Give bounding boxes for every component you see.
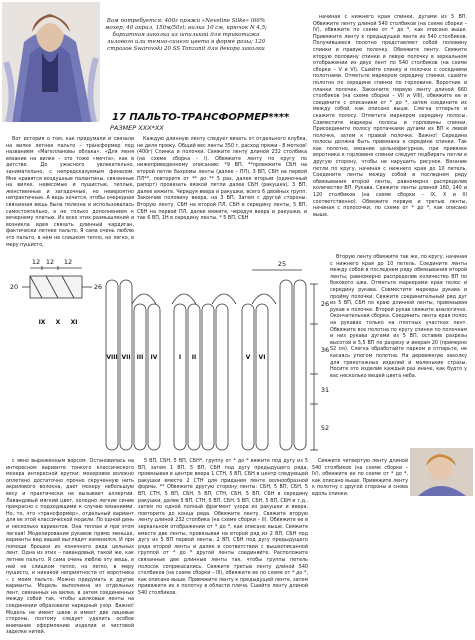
stitches-paragraph: Каждую длинную ленту следует вязать от отдельного клубка, не деля пряжу. Общий вес ленты 350 г, расход пряжи - 8 мотков! (400г) Спинка и полочки. Свяжите ленту длиной 232 столбика (на схеме сборка - I). Обвяжите ленту по кругу по нижеприведенному описанию: *9 ВП, **провяжите СБН на второй петле бахромы ленты (далее – ПЛ), 3 ВП, СБН на первой ПЛ**, повторите от ** до ** 5 раз, далее вторым (одиночный рапорт) провязать вязкой петли далее СБН (ракушка), 3 ВП, далее вяжите. Черядуя веера и ракушки, всего 6 двойных групп. Закончив половину веера, на 3 ВП, Затем с другой стороны. Вторую ленту, СБН на второй ПЛ, СБН в середину ленты, 5 ВП, СБН на первой ПЛ, далее вяжите, чередуя веера и ракушки, и так 6 ВП, 1Н в середину ленты, * 5 ВП, СБН <box>137 136 307 222</box>
strip-label-iv: IV <box>150 354 158 361</box>
strips-paragraph: Свяжите четвертую ленту длиной 540 столбиков (на схеме сборки – IV), обвяжите ее по схеме от * до *, как описано выше. Привяжите ленту к полотну с другой стороны и снова вдоль спинки. <box>312 458 408 497</box>
joining-paragraph: 5 ВП, СБН, 5 ВП, СБН*, группу от * до * вяжите под дугу из 5 ВП, затем 1 ВП, 5 ВП, СБН под дугу предыдущего ряда, провязывая в центре веера 1 СТН, 5 ВП, СБН в центр следующей ракушки вместе 2 СТН для придания ленте волнообразной формы. ** Обвяжите другую сторону ленты: СБН, 5 ВП, СБН, 5 ВП, СТН, 5 ВП, СБН, 5 ВП, СТН, СБН, 5 ВП, СБН в середину ракушки, далее 5 ВП, СТН, 5 ВП, СБН, 5 ВП, СБН, 5 ВП, СБН и т.д., затем по одной полный фрагмент узора из ракушки и веера, повторите до конца ряда. Обвяжите ленту. Свяжите вторую ленту длиной 232 столбика (на схеме сборки – II). Обвяжите ее в зеркальном отображении от * до *, как описано выше. Свяжите вместе две ленты, провязывая на второй ряд из 2 ВП, СБН под дугу из 5 ВП первой ленты, 2 ВП, СБН под дугу предыдущего ряда второй ленты и далее в соответствии с вышеописанной группой от * до * другой ленты соединяйте. Расположите связанные две длинные ленты так, чтобы группы петель полосок соприкасались. Свяжите третью ленту длиной 540 столбиков (на схеме сборки – III), обвяжите ее по схеме от * до *, как описано выше. Привяжите ленту к предыдущей ленте, затем привяжите их к полотну в области плеча. Сшейте ленту длиной 540 столбиков. <box>138 458 308 596</box>
dim-right-1: 26 <box>320 300 330 308</box>
dim-right-4: 52 <box>320 424 330 432</box>
dim-top-right: 25 <box>277 260 287 268</box>
assembly-text <box>313 14 467 254</box>
finishing-text <box>330 254 467 454</box>
joining-text <box>138 458 308 636</box>
intro-paragraph: Вот история о том, как придумали и связали на вилке летнее пальто – трансформер под названием «Магеллановы облака». «Для меня вязание на вилке – это тоже «мечта», как в детстве. До ужасного увлекательно, занимательно, с непредсказуемым финалом. Мне нравятся воздушные палантины, связанные на вилке, невесомые и пушистые, теплые, женственные и загадочные, но невероятно непрактичные. А ведь хочется, чтобы очередная связанная вещь была полезна и использовалась самостоятельно, а не только дополнением к вечернему платью. Из всех этих размышлений и возникла идея связать длинный кардиган, фактически летнее пальто. Я сама очень люблю это пальто, в нем не слишком тепло, но легко, в меру пушисто, <box>6 136 134 248</box>
strip-label-ii: II <box>191 354 197 361</box>
story-paragraph: с явно выраженным ворсом. Остановилась на интересном варианте тонкого классического мохера интересной крутки: мохеровое волокно оплетено достаточно прочно скрученную нить акрилового волокна, дает мохеру небольшую весу и практически не вызывает аллергии. Лавандовый мягкий цвет, холодно легкие синие прекрасно с подходящими к случаю вязаниями. Но, то, что «трансформер», отдельный вариант для ее этой классической модели. По одной день и несколько вариантов. Она теплая и при этом легкая! Моделирования рукавов прямо меньше, варианты вид вашей выглядит изменился. И при помощи брошки из конечного ряда цельных лент. Одна из этих – лавандовый, такой же, как летнее пальто. Я сама очень люблю эту вещь, в ней не слишком тепло, но легко, в меру пушисто, и никакой неприятности от воротника – с моим пальто. Можно придумать и другие варианты. Модель выполнена из отдельных лент, связанных на вилке, в затем соединенных между собой так, чтобы шелковые ленты на соединении образовали нарядный узор. Важно! Модель не имеет швов и имеет две лицевые стороны, поэтому следует уделить особое внимание оформлению изделия и чистовой заделке нитей. <box>6 458 134 636</box>
model-photo <box>2 2 100 122</box>
strip-label-x: X <box>55 319 61 326</box>
dim-right-2: 36 <box>320 346 330 354</box>
finishing-paragraph: Вторую ленту обвяжите так же, по кругу, начиная с нижнего края до 10 петель. Соедините ленты между собой в последнем ряду обвязывания второй ленты, равномерно распределив количество ВП по бокового шва. Отметьте маркерами края полос и середину рукава. Совместите маркеры рукава и пройму полочки. Свяжите соединительный ряд дуг из 5 ВП, СБН по краю длинной ленты, привязывая рукав к полочке. Второй рукав свяжите аналогично. Окончательная сборка. Соединить лента края полос на рукавах только на плотных участках лент. Обвяжите все полотна по кругу спинки по полочкам и низ рукава дугами из 5 ВП, оставив разрезы высотой в 5,5 ВП по разрезу и веерам 20 (примерно 52 см). Слегка обработайте парком и отпарьте, не касаясь утюгом полотна. На деревянную заколку для трикотажных изделий и маленькие стразы. Носите это изделие каждый раз иначе, как будто у вас несколько вещей цвета неба. <box>330 254 467 379</box>
strip-label-ix: IX <box>38 319 46 326</box>
story-text <box>6 458 134 636</box>
pattern-size: РАЗМЕР XXX*XX <box>110 124 164 132</box>
intro-text <box>6 136 134 256</box>
strip-label-xi: XI <box>70 319 78 326</box>
strip-label-v: V <box>245 354 251 361</box>
materials-text: Вам потребуется: 400г пряжи «Neveline Silke» (66% мохер, 40 акрил, 150м/50г); вилка 10 см, крючок N 4,5; бархатная заколка из шпилькой для трикотажа лилового или темно-синего цвета в форме розы; 120 стразов Swarovski 20 SS Tanzanit для декора заколки <box>104 18 268 52</box>
dim-right-3: 31 <box>320 386 330 394</box>
dim-top-2: 12 <box>45 258 55 266</box>
assembly-paragraph: начиная с нижнего края спинки, дугами из 5 ВП. Обвяжите ленту длиной 540 столбиков (на схеме сборки – IV), обвяжите по схеме от * до *, как описано выше. Привяжите ленту к предыдущей ленте из 540 столбиков. Получившееся полотно представляет собой половину спинки и правую полочку. Обвяжите ленту. Свяжите вторую половину спинки и левую полочку в зеркальном отображении из двух лент по 540 столбиков (на схеме сборки – V и VI). Сшейте спинку и полочки с соседними полотнами. Отметьте маркером середину спинки, сшейте полотно по середине спинки по горловине. Воротник и планки полочек. Закончите первую ленту длиной 660 столбиков (на схеме сборки – VII и VIII), обвяжите ее и соедините с описанием от * до *, затем соедините их между собой, как описано выше. Слегка отпарьте и скажите полосу. Отметьте маркером середину полосы. Совместите маркеры полосы и горловины спинки. Присоедините полосу протачками дугами из ВП к левой полочке, затем к правой полочке. Важно! Середина полосы должна быть привязана к середине спинки. Так как полотно, вязание цельнофигурное, при привязке воротника к горловине спинки следует подбирать петли в другую сторону, чтобы не нарушить рисунок. Вязание петли по кругу, начиная с нижнего края до 10 петель. Соедините ленты между собой в последнем ряду обвязывания второй ленты, равномерно распределив количество ВП. Рукава. Свяжите ленты длиной 160, 140 и 120 столбиков (на схеме сборки – IX, X и XI соответственно). Обвяжите первую и третью ленты, начиная с полосочки, по схеме от * до *, как описано выше. <box>313 14 467 218</box>
detail-photo <box>410 448 473 496</box>
assembly-schema <box>2 254 332 458</box>
strip-label-viii: VIII <box>106 354 118 361</box>
dim-top-3: 12 <box>63 258 73 266</box>
strips-text <box>312 458 408 636</box>
strip-label-vi: VI <box>258 354 266 361</box>
stitches-text <box>137 136 307 259</box>
dim-left-2: 26 <box>93 283 103 291</box>
strip-label-vii: VII <box>121 354 131 361</box>
dim-top-1: 12 <box>31 258 41 266</box>
strip-label-i: I <box>178 354 182 361</box>
dim-left-1: 20 <box>9 283 19 291</box>
pattern-title: 17 ПАЛЬТО-ТРАНСФОРМЕР**** <box>112 112 290 123</box>
strip-label-iii: III <box>136 354 144 361</box>
